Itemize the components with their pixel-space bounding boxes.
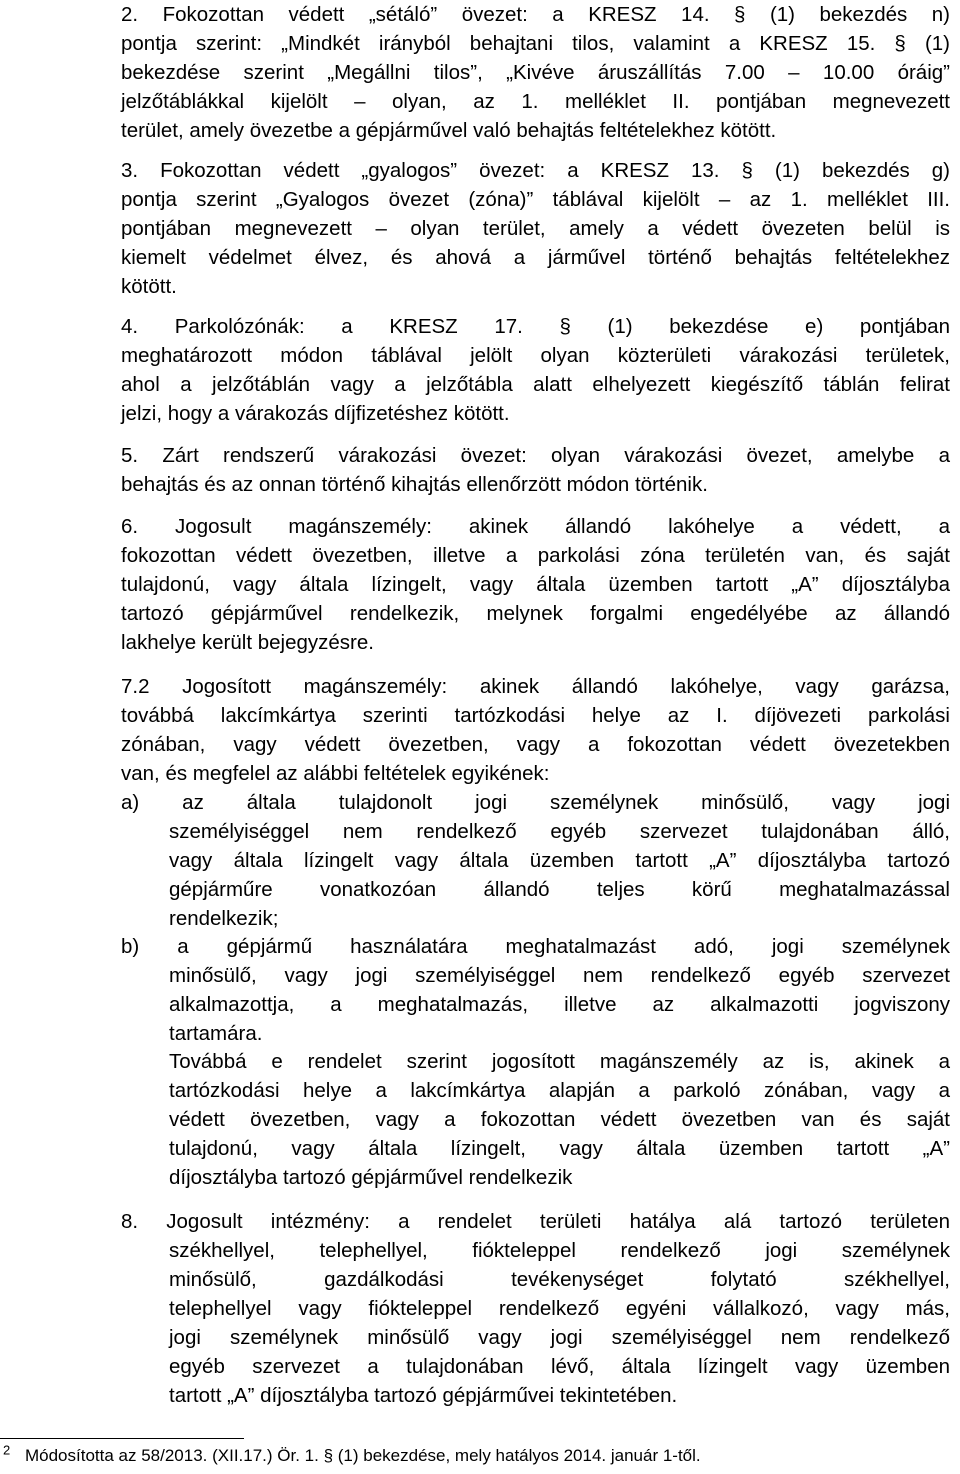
- text-line: minősülő, vagy jogi személyiséggel nem rendelkező egyéb szervezet: [169, 964, 950, 987]
- definition-item-2: [121, 0, 950, 145]
- continuation-paragraph: [169, 1047, 950, 1192]
- definition-item-3: [121, 156, 950, 301]
- text-line: 8. Jogosult intézmény: a rendelet területi hatálya alá tartozó területen: [121, 1210, 950, 1233]
- text-line: minősülő, gazdálkodási tevékenységet folytató székhellyel,: [169, 1268, 950, 1291]
- definition-item-7: [121, 672, 950, 788]
- definition-item-6: [121, 512, 950, 657]
- text-line: vagy általa lízingelt vagy általa üzemben tartott „A” díjosztályba tartozó: [169, 849, 950, 872]
- text-line: terület, amely övezetbe a gépjárművel való behajtás feltételekhez kötött.: [121, 119, 777, 142]
- text-line: tartózkodási helye a lakcímkártya alapján a parkoló zónában, vagy a: [169, 1079, 950, 1102]
- sub-item-b: [121, 932, 950, 1048]
- text-line: 3. Fokozottan védett „gyalogos” övezet: a KRESZ 13. § (1) bekezdés g): [121, 159, 950, 182]
- text-line: fokozottan védett övezetben, illetve a parkolási zóna területén van, és saját: [121, 544, 950, 567]
- text-line: bekezdése szerint „Megállni tilos”, „Kivéve áruszállítás 7.00 – 10.00 óráig”: [121, 61, 950, 84]
- footnote: [3, 1442, 701, 1467]
- text-line: a) az általa tulajdonolt jogi személynek minősülő, vagy jogi: [121, 791, 950, 814]
- text-line: továbbá lakcímkártya szerinti tartózkodási helye az I. díjövezeti parkolási: [121, 704, 950, 727]
- footnote-mark: 2: [3, 1442, 11, 1458]
- text-line: személyiséggel nem rendelkező egyéb szervezet tulajdonában álló,: [169, 820, 950, 843]
- text-line: b) a gépjármű használatára meghatalmazást adó, jogi személynek: [121, 935, 950, 958]
- text-line: 2. Fokozottan védett „sétáló” övezet: a KRESZ 14. § (1) bekezdés n): [121, 3, 950, 26]
- text-line: kötött.: [121, 275, 177, 298]
- text-line: ahol a jelzőtáblán vagy a jelzőtábla alatt elhelyezett kiegészítő táblán felirat: [121, 373, 950, 396]
- text-line: tartott „A” díjosztályba tartozó gépjárművei tekintetében.: [169, 1384, 678, 1407]
- text-line: kiemelt védelmet élvez, és ahová a járművel történő behajtás feltételekhez: [121, 246, 950, 269]
- text-line: 6. Jogosult magánszemély: akinek állandó lakóhelye a védett, a: [121, 515, 950, 538]
- text-line: gépjárműre vonatkozóan állandó teljes körű meghatalmazással: [169, 878, 950, 901]
- text-line: 5. Zárt rendszerű várakozási övezet: olyan várakozási övezet, amelybe a: [121, 444, 950, 467]
- text-line: 4. Parkolózónák: a KRESZ 17. § (1) bekezdése e) pontjában: [121, 315, 950, 338]
- text-line: székhellyel, telephellyel, fiókteleppel rendelkező jogi személynek: [169, 1239, 950, 1262]
- text-line: Továbbá e rendelet szerint jogosított magánszemély az is, akinek a: [169, 1050, 950, 1073]
- definition-item-8: [121, 1207, 950, 1410]
- text-line: tartozó gépjárművel rendelkezik, melynek forgalmi engedélyébe az állandó: [121, 602, 950, 625]
- text-line: telephellyel vagy fiókteleppel rendelkező egyéni vállalkozó, vagy más,: [169, 1297, 950, 1320]
- text-line: 7.2 Jogosított magánszemély: akinek állandó lakóhelye, vagy garázsa,: [121, 675, 950, 698]
- text-line: behajtás és az onnan történő kihajtás ellenőrzött módon történik.: [121, 473, 708, 496]
- text-line: pontjában megnevezett – olyan terület, amely a védett övezeten belül is: [121, 217, 950, 240]
- text-line: díjosztályba tartozó gépjárművel rendelkezik: [169, 1166, 573, 1189]
- definition-item-4: [121, 312, 950, 428]
- text-line: meghatározott módon táblával jelölt olyan közterületi várakozási területek,: [121, 344, 950, 367]
- text-line: jelzőtáblákkal kijelölt – olyan, az 1. melléklet II. pontjában megnevezett: [121, 90, 950, 113]
- text-line: jelzi, hogy a várakozás díjfizetéshez kötött.: [121, 402, 510, 425]
- definition-item-5: [121, 441, 950, 499]
- text-line: védett övezetben, vagy a fokozottan védett övezetben van és saját: [169, 1108, 950, 1131]
- text-line: zónában, vagy védett övezetben, vagy a fokozottan védett övezetekben: [121, 733, 950, 756]
- text-line: lakhelye került bejegyzésre.: [121, 631, 374, 654]
- text-line: tartamára.: [169, 1022, 263, 1045]
- text-line: van, és megfelel az alábbi feltételek egyikének:: [121, 762, 550, 785]
- footnote-text: Módosította az 58/2013. (XII.17.) Ör. 1. § (1) bekezdése, mely hatályos 2014. január 1-től.: [24, 1446, 701, 1465]
- text-line: rendelkezik;: [169, 907, 279, 930]
- text-line: pontja szerint: „Mindkét irányból behajtani tilos, valamint a KRESZ 15. § (1): [121, 32, 950, 55]
- footnote-separator: [0, 1438, 244, 1439]
- text-line: tulajdonú, vagy általa lízingelt, vagy általa üzemben tartott „A”: [169, 1137, 950, 1160]
- text-line: jogi személynek minősülő vagy jogi személyiséggel nem rendelkező: [169, 1326, 950, 1349]
- text-line: alkalmazottja, a meghatalmazás, illetve az alkalmazotti jogviszony: [169, 993, 950, 1016]
- text-line: pontja szerint „Gyalogos övezet (zóna)” táblával kijelölt – az 1. melléklet III.: [121, 188, 950, 211]
- text-line: tulajdonú, vagy általa lízingelt, vagy általa üzemben tartott „A” díjosztályba: [121, 573, 950, 596]
- text-line: egyéb szervezet a tulajdonában lévő, általa lízingelt vagy üzemben: [169, 1355, 950, 1378]
- sub-item-a: [121, 788, 950, 933]
